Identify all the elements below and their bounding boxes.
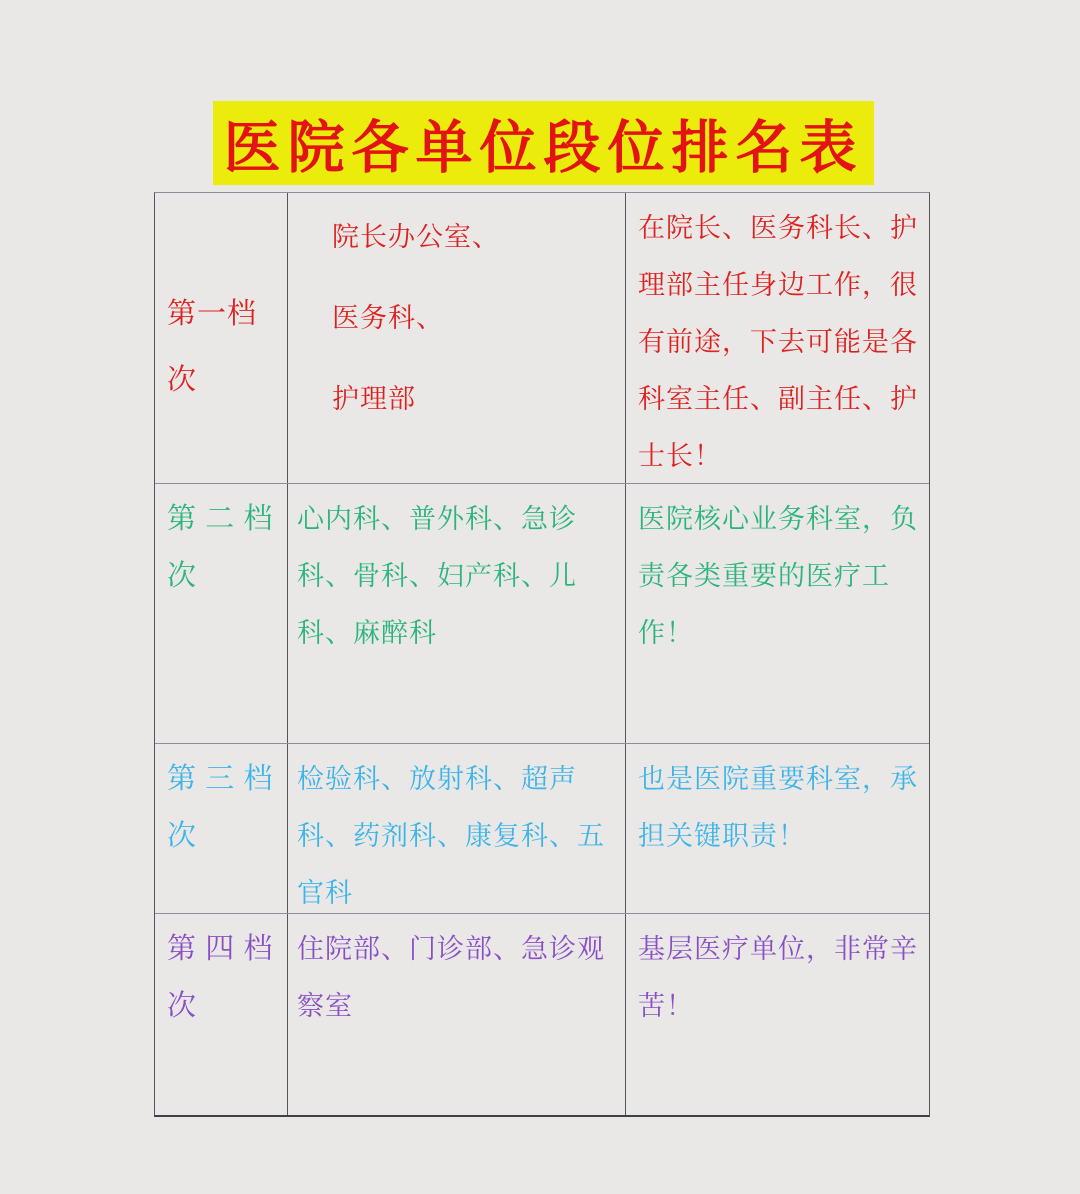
- tier-label-line: 第一档: [167, 298, 258, 330]
- tier-description: 在院长、医务科长、护理部主任身边工作，很有前途，下去可能是各科室主任、副主任、护士长！: [638, 213, 918, 471]
- table-row-tier3: [155, 744, 929, 914]
- tier2-description-cell: [625, 484, 929, 743]
- tier4-label-cell: [155, 914, 287, 1115]
- tier4-description-cell: [625, 914, 929, 1115]
- tier-description: 基层医疗单位，非常辛苦！: [638, 934, 918, 1021]
- tier-label-line: 次: [167, 820, 198, 852]
- tier3-units-cell: [287, 744, 625, 913]
- tier4-units-cell: [287, 914, 625, 1115]
- unit-list: 检验科、放射科、超声科、药剂科、康复科、五官科: [297, 764, 605, 908]
- tier-description: 医院核心业务科室，负责各类重要的医疗工作！: [638, 504, 918, 648]
- tier1-label-cell: [155, 193, 287, 483]
- tier3-label-cell: [155, 744, 287, 913]
- page-title: 医院各单位段位排名表: [213, 101, 874, 185]
- tier2-units-cell: [287, 484, 625, 743]
- tier-label-line: 第 四 档: [167, 933, 274, 965]
- unit-list: 住院部、门诊部、急诊观察室: [297, 934, 605, 1021]
- table-row-tier4: [155, 914, 929, 1115]
- table-row-tier1: [155, 193, 929, 484]
- unit-item: 护理部: [332, 384, 416, 414]
- tier1-description-cell: [625, 193, 929, 483]
- unit-item: 院长办公室、: [332, 222, 500, 252]
- tier-label-line: 第 二 档: [167, 503, 274, 535]
- tier-description: 也是医院重要科室，承担关键职责！: [638, 764, 918, 851]
- tier-label-line: 次: [167, 364, 198, 396]
- tier1-units-cell: [287, 193, 625, 483]
- tier-label-line: 第 三 档: [167, 763, 274, 795]
- tier3-description-cell: [625, 744, 929, 913]
- unit-list: 心内科、普外科、急诊科、骨科、妇产科、儿科、麻醉科: [297, 504, 577, 648]
- tier2-label-cell: [155, 484, 287, 743]
- ranking-table: [154, 192, 930, 1117]
- table-row-tier2: [155, 484, 929, 744]
- tier-label-line: 次: [167, 990, 198, 1022]
- unit-item: 医务科、: [332, 303, 444, 333]
- tier-label-line: 次: [167, 560, 198, 592]
